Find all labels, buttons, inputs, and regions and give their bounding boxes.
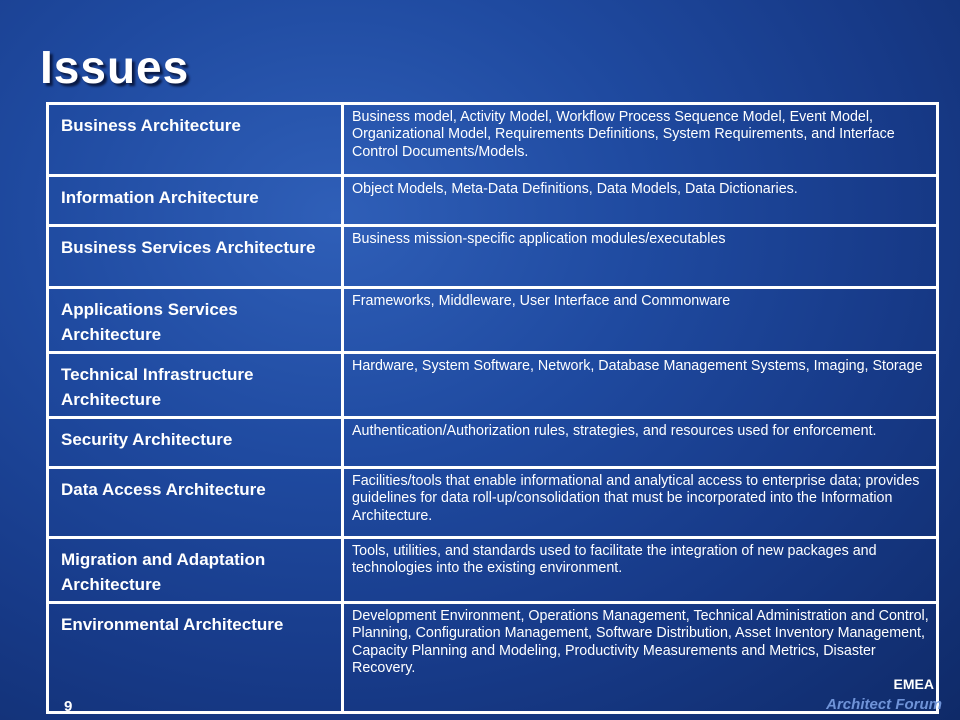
architecture-name: Applications Services Architecture xyxy=(48,288,343,353)
table-row xyxy=(48,104,938,176)
table-row xyxy=(48,538,938,603)
table-row xyxy=(48,418,938,468)
architecture-name: Information Architecture xyxy=(48,176,343,226)
architecture-name: Data Access Architecture xyxy=(48,468,343,538)
logo-name: Architect Forum xyxy=(826,696,942,713)
architecture-description: Development Environment, Operations Management, Technical Administration and Control, Planning, Configuration Management, Software Distribution, Asset Inventory Management, Capacity Planning and Modeling, Productivity Measurements and Metrics, Disaster Recovery. xyxy=(343,603,938,713)
architecture-name: Security Architecture xyxy=(48,418,343,468)
table-row xyxy=(48,468,938,538)
architecture-name: Technical Infrastructure Architecture xyxy=(48,353,343,418)
architecture-description: Business mission-specific application modules/executables xyxy=(343,226,938,288)
architecture-description: Hardware, System Software, Network, Database Management Systems, Imaging, Storage xyxy=(343,353,938,418)
table-row xyxy=(48,353,938,418)
architect-forum-logo xyxy=(812,672,952,720)
table-row xyxy=(48,603,938,713)
architecture-description: Business model, Activity Model, Workflow Process Sequence Model, Event Model, Organizational Model, Requirements Definitions, System Requirements, and Interface Control Documents/Models. xyxy=(343,104,938,176)
architecture-description: Tools, utilities, and standards used to facilitate the integration of new packages and technologies into the existing environment. xyxy=(343,538,938,603)
slide-title: Issues xyxy=(40,41,190,93)
logo-region: EMEA xyxy=(893,676,934,692)
architecture-name: Business Services Architecture xyxy=(48,226,343,288)
architecture-name: Environmental Architecture xyxy=(48,603,343,713)
table-row xyxy=(48,226,938,288)
page-number: 9 xyxy=(64,698,73,715)
architecture-name: Migration and Adaptation Architecture xyxy=(48,538,343,603)
architecture-name: Business Architecture xyxy=(48,104,343,176)
table-row xyxy=(48,176,938,226)
issues-table xyxy=(46,102,939,714)
architecture-description: Facilities/tools that enable informational and analytical access to enterprise data; provides guidelines for data roll-up/consolidation that must be incorporated into the Information Architecture. xyxy=(343,468,938,538)
table-row xyxy=(48,288,938,353)
architecture-description: Authentication/Authorization rules, strategies, and resources used for enforcement. xyxy=(343,418,938,468)
architecture-description: Object Models, Meta-Data Definitions, Data Models, Data Dictionaries. xyxy=(343,176,938,226)
architecture-description: Frameworks, Middleware, User Interface and Commonware xyxy=(343,288,938,353)
